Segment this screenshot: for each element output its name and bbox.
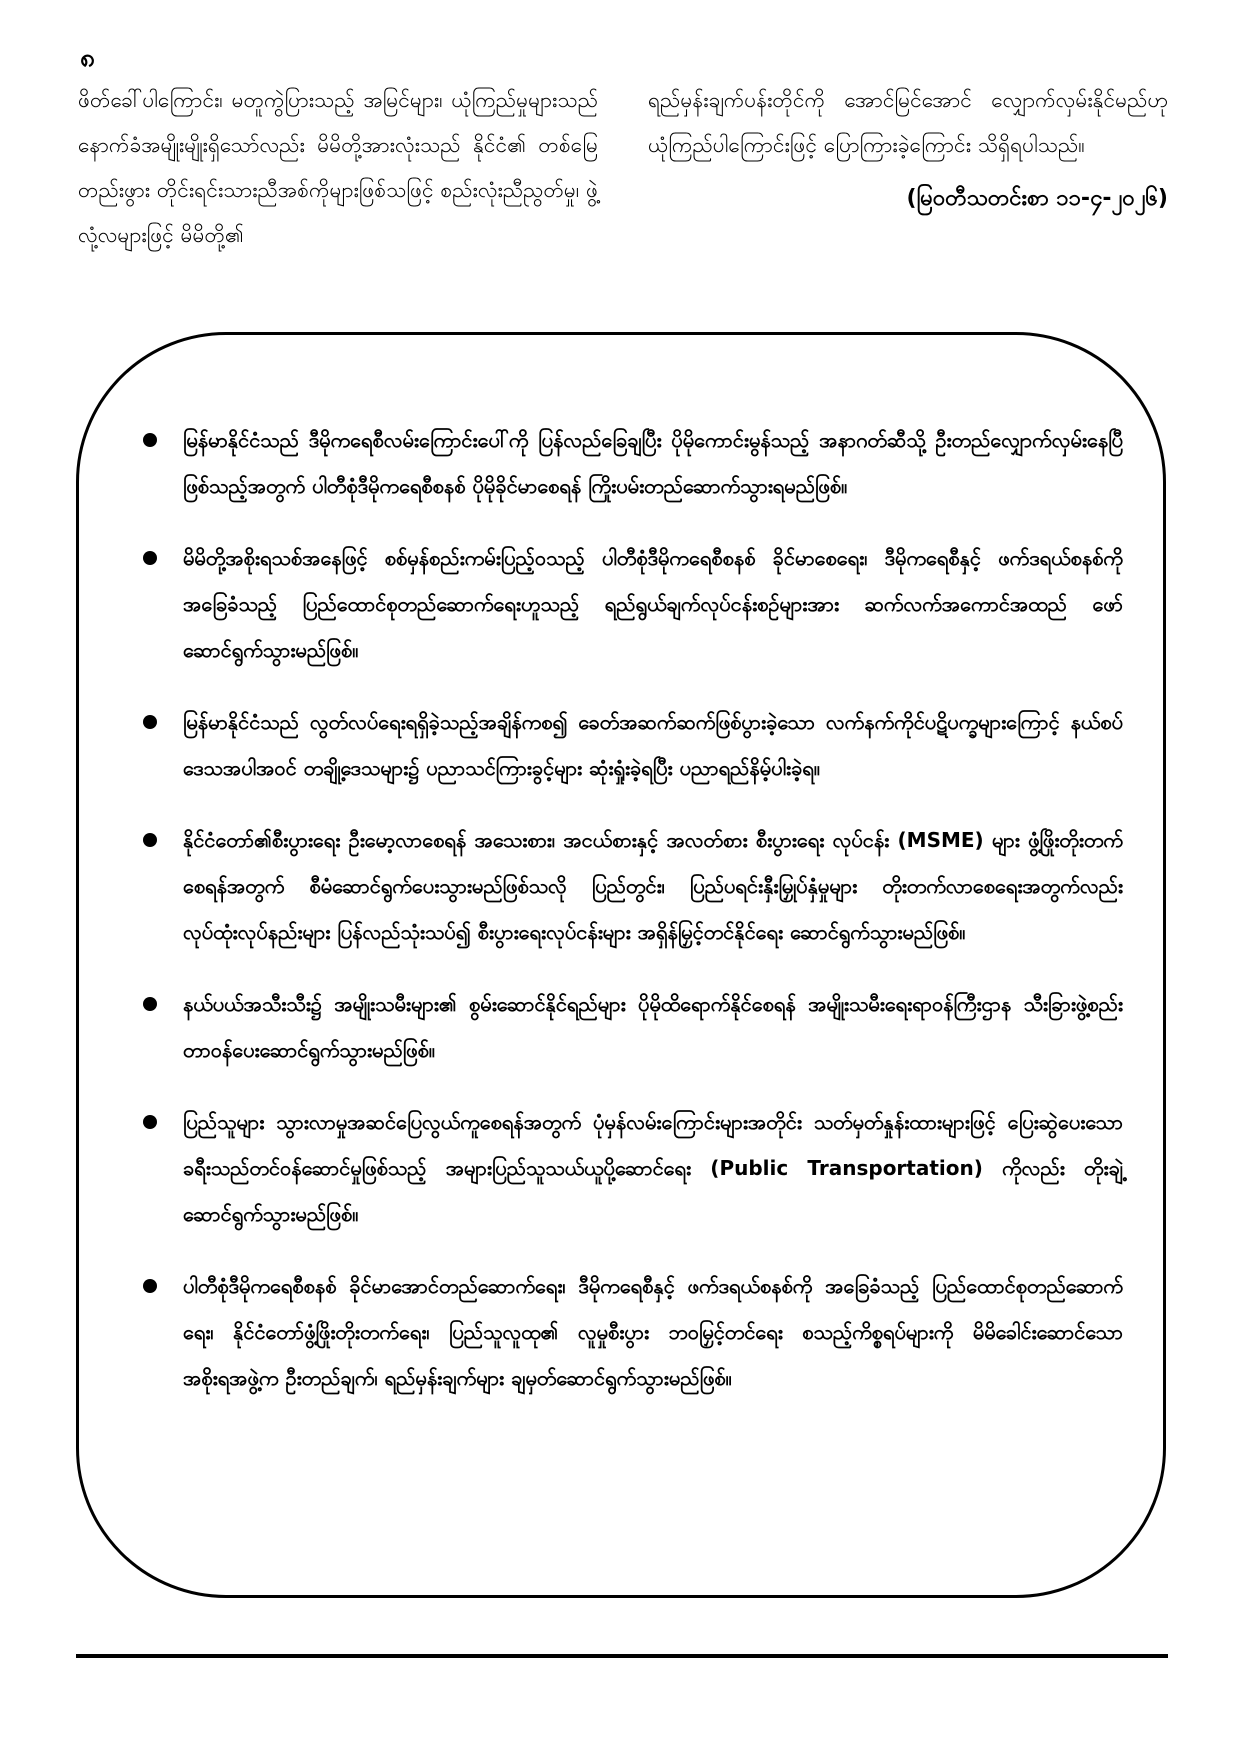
summary-bullet-list [143, 417, 1123, 1427]
intro-right-column [648, 78, 1168, 258]
bullet-text: နယ်ပယ်အသီးသီး၌ အမျိုးသမီးများ၏ စွမ်းဆောင်နိုင်ရည်များ ပိုမိုထိရောက်နိုင်စေရန် အမျိုးသမီးရေးရာဝန်ကြီးဌာန သီးခြားဖွဲ့စည်းတာဝန်ပေးဆောင်ရွက်သွားမည်ဖြစ်။ [183, 992, 1123, 1062]
bullet-dot-icon [143, 833, 157, 847]
intro-left-paragraph: ဖိတ်ခေါ်ပါကြောင်း၊ မတူကွဲပြားသည့် အမြင်များ၊ ယုံကြည်မှုများသည် နောက်ခံအမျိုးမျိုးရှိသော်လည်း မိမိတို့အားလုံးသည် နိုင်ငံ၏ တစ်မြေတည်းဖွား တိုင်းရင်းသားညီအစ်ကိုများဖြစ်သဖြင့် စည်းလုံးညီညွတ်မှု၊ ဖွဲ့လုံ့လများဖြင့် မိမိတို့၏ [78, 88, 598, 247]
bullet-item [143, 817, 1123, 955]
bullet-text: ပြည်သူများ သွားလာမှုအဆင်ပြေလွယ်ကူစေရန်အတွက် ပုံမှန်လမ်းကြောင်းများအတိုင်း သတ်မှတ်နှုန်းထားများဖြင့် ပြေးဆွဲပေးသော ခရီးသည်တင်ဝန်ဆောင်မှုဖြစ်သည့် အများပြည်သူသယ်ယူပို့ဆောင်ရေး (Public Transportation) ကိုလည်း တိုးချဲ့ဆောင်ရွက်သွားမည်ဖြစ်။ [183, 1110, 1123, 1226]
bullet-text: မြန်မာနိုင်ငံသည် လွတ်လပ်ရေးရရှိခဲ့သည့်အချိန်ကစ၍ ခေတ်အဆက်ဆက်ဖြစ်ပွားခဲ့သော လက်နက်ကိုင်ပဋိပက္ခများကြောင့် နယ်စပ်ဒေသအပါအဝင် တချို့ဒေသများ၌ ပညာသင်ကြားခွင့်များ ဆုံးရှုံးခဲ့ရပြီး ပညာရည်နိမ့်ပါးခဲ့ရ။ [183, 710, 1123, 780]
bullet-item [143, 981, 1123, 1073]
bullet-item [143, 1263, 1123, 1401]
summary-box [76, 332, 1166, 1598]
bullet-text: မိမိတို့အစိုးရသစ်အနေဖြင့် စစ်မှန်စည်းကမ်းပြည့်ဝသည့် ပါတီစုံဒီမိုကရေစီစနစ် ခိုင်မာစေရေး၊ ဒီမိုကရေစီနှင့် ဖက်ဒရယ်စနစ်ကိုအခြေခံသည့် ပြည်ထောင်စုတည်ဆောက်ရေးဟူသည့် ရည်ရွယ်ချက်လုပ်ငန်းစဉ်များအား ဆက်လက်အကောင်အထည် ဖော်ဆောင်ရွက်သွားမည်ဖြစ်။ [183, 546, 1123, 662]
bullet-dot-icon [143, 1115, 157, 1129]
bullet-item [143, 535, 1123, 673]
bullet-dot-icon [143, 551, 157, 565]
footer-divider [76, 1654, 1168, 1658]
bullet-item [143, 699, 1123, 791]
bullet-text: နိုင်ငံတော်၏စီးပွားရေး ဦးမော့လာစေရန် အသေးစား၊ အငယ်စားနှင့် အလတ်စား စီးပွားရေး လုပ်ငန်း (MSME) များ ဖွံ့ဖြိုးတိုးတက်စေရန်အတွက် စီမံဆောင်ရွက်ပေးသွားမည်ဖြစ်သလို ပြည်တွင်း၊ ပြည်ပရင်းနှီးမြှုပ်နှံမှုများ တိုးတက်လာစေရေးအတွက်လည်း လုပ်ထုံးလုပ်နည်းများ ပြန်လည်သုံးသပ်၍ စီးပွားရေးလုပ်ငန်းများ အရှိန်မြှင့်တင်နိုင်ရေး ဆောင်ရွက်သွားမည်ဖြစ်။ [183, 828, 1123, 944]
bullet-item [143, 417, 1123, 509]
bullet-text: မြန်မာနိုင်ငံသည် ဒီမိုကရေစီလမ်းကြောင်းပေါ်ကို ပြန်လည်ခြေချပြီး ပိုမိုကောင်းမွန်သည့် အနာဂတ်ဆီသို့ ဦးတည်လျှောက်လှမ်းနေပြီဖြစ်သည့်အတွက် ပါတီစုံဒီမိုကရေစီစနစ် ပိုမိုခိုင်မာစေရန် ကြိုးပမ်းတည်ဆောက်သွားရမည်ဖြစ်။ [183, 428, 1123, 498]
bullet-dot-icon [143, 1279, 157, 1293]
source-citation: (မြဝတီသတင်းစာ ၁၁-၄-၂၀၂၆) [906, 186, 1168, 211]
page-number: ၈ [80, 43, 95, 73]
bullet-item [143, 1099, 1123, 1237]
bullet-dot-icon [143, 715, 157, 729]
bullet-dot-icon [143, 997, 157, 1011]
intro-columns [78, 78, 1168, 258]
intro-right-paragraph: ရည်မှန်းချက်ပန်းတိုင်ကို အောင်မြင်အောင် လျှောက်လှမ်းနိုင်မည်ဟု ယုံကြည်ပါကြောင်းဖြင့် ပြောကြားခဲ့ကြောင်း သိရှိရပါသည်။ [648, 88, 1168, 157]
intro-left-column [78, 78, 598, 258]
bullet-text: ပါတီစုံဒီမိုကရေစီစနစ် ခိုင်မာအောင်တည်ဆောက်ရေး၊ ဒီမိုကရေစီနှင့် ဖက်ဒရယ်စနစ်ကို အခြေခံသည့် ပြည်ထောင်စုတည်ဆောက်ရေး၊ နိုင်ငံတော်ဖွံ့ဖြိုးတိုးတက်ရေး၊ ပြည်သူလူထု၏ လူမှုစီးပွား ဘဝမြှင့်တင်ရေး စသည့်ကိစ္စရပ်များကို မိမိခေါင်းဆောင်သော အစိုးရအဖွဲ့က ဦးတည်ချက်၊ ရည်မှန်းချက်များ ချမှတ်ဆောင်ရွက်သွားမည်ဖြစ်။ [183, 1274, 1123, 1390]
bullet-dot-icon [143, 433, 157, 447]
